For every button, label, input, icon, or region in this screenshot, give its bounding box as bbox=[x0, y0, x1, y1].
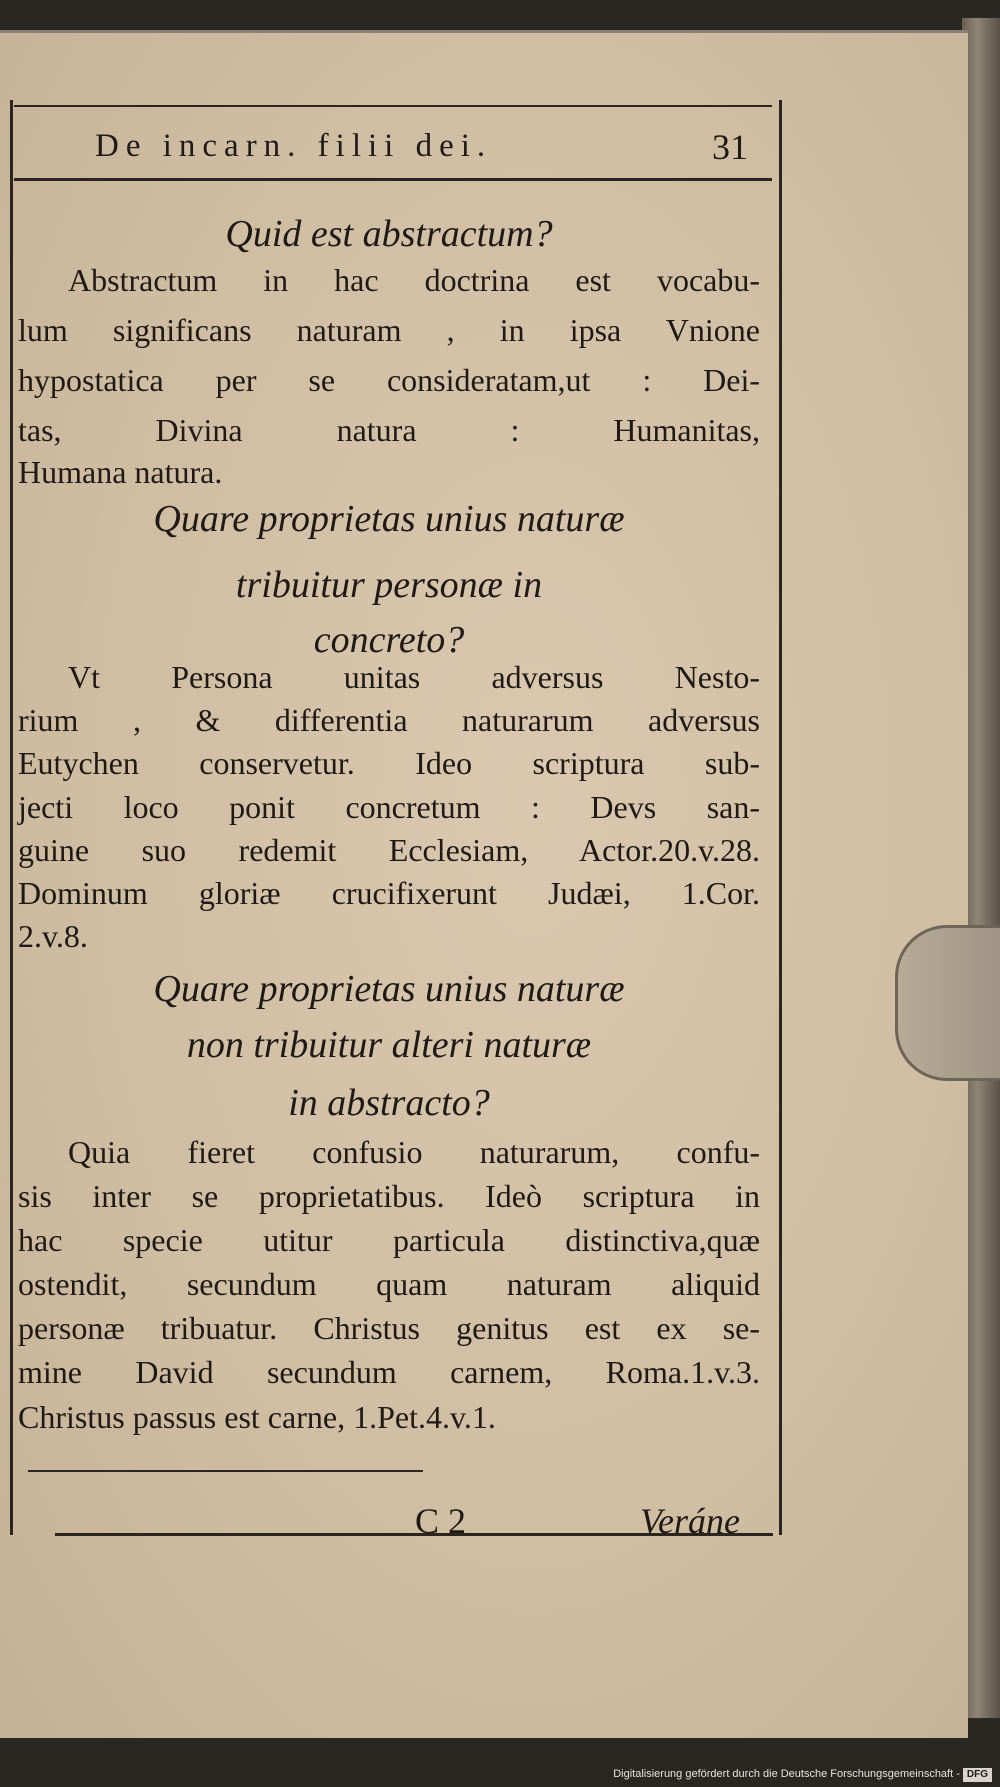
dfg-logo: DFG bbox=[963, 1768, 992, 1782]
question-heading: non tribuitur alteri naturæ bbox=[186, 1024, 592, 1066]
question-heading: tribuitur personæ in bbox=[235, 564, 543, 606]
answer-line: sis inter se proprietatibus. Ideò scriptura in bbox=[18, 1178, 760, 1214]
answer-line: Vt Persona unitas adversus Nesto- bbox=[68, 659, 760, 695]
answer-line: Quia fieret confusio naturarum, confu- bbox=[68, 1134, 760, 1170]
answer-line: Abstractum in hac doctrina est vocabu- bbox=[68, 262, 760, 298]
footer-rule bbox=[28, 1470, 423, 1472]
answer-line: personæ tribuatur. Christus genitus est ex se- bbox=[18, 1310, 760, 1346]
answer-line: Dominum gloriæ crucifixerunt Judæi, 1.Cor. bbox=[18, 875, 760, 911]
answer-line: Eutychen conservetur. Ideo scriptura sub- bbox=[18, 745, 760, 781]
question-heading: Quare proprietas unius naturæ bbox=[153, 968, 625, 1010]
credit-text: Digitalisierung gefördert durch die Deutsche Forschungsgemeinschaft - bbox=[613, 1768, 960, 1780]
answer-line: ostendit, secundum quam naturam aliquid bbox=[18, 1266, 760, 1302]
running-title: De incarn. filii dei. bbox=[95, 128, 493, 164]
answer-line: rium , & differentia naturarum adversus bbox=[18, 702, 760, 738]
answer-line: jecti loco ponit concretum : Devs san- bbox=[18, 789, 760, 825]
answer-line: hac specie utitur particula distinctiva,quæ bbox=[18, 1222, 760, 1258]
question-heading: Quid est abstractum? bbox=[225, 213, 553, 255]
header-rule-bottom bbox=[14, 178, 772, 181]
answer-line: mine David secundum carnem, Roma.1.v.3. bbox=[18, 1354, 760, 1390]
question-heading: Quare proprietas unius naturæ bbox=[153, 498, 625, 540]
digitization-credit bbox=[600, 1764, 992, 1784]
question-heading: concreto? bbox=[313, 619, 465, 661]
header-rule-top bbox=[14, 105, 772, 107]
answer-line: guine suo redemit Ecclesiam, Actor.20.v.28. bbox=[18, 832, 760, 868]
answer-line: Christus passus est carne, 1.Pet.4.v.1. bbox=[18, 1399, 496, 1435]
answer-line: hypostatica per se consideratam,ut : Dei- bbox=[18, 362, 760, 398]
answer-line: 2.v.8. bbox=[18, 918, 88, 954]
answer-line: Humana natura. bbox=[18, 454, 223, 490]
answer-line: tas, Divina natura : Humanitas, bbox=[18, 412, 760, 448]
page-clip bbox=[895, 925, 1000, 1081]
page-number: 31 bbox=[712, 127, 748, 167]
answer-line: lum significans naturam , in ipsa Vnione bbox=[18, 312, 760, 348]
question-heading: in abstracto? bbox=[288, 1082, 490, 1124]
signature-mark: C 2 bbox=[415, 1501, 467, 1541]
catchword: Veráne bbox=[640, 1501, 740, 1541]
